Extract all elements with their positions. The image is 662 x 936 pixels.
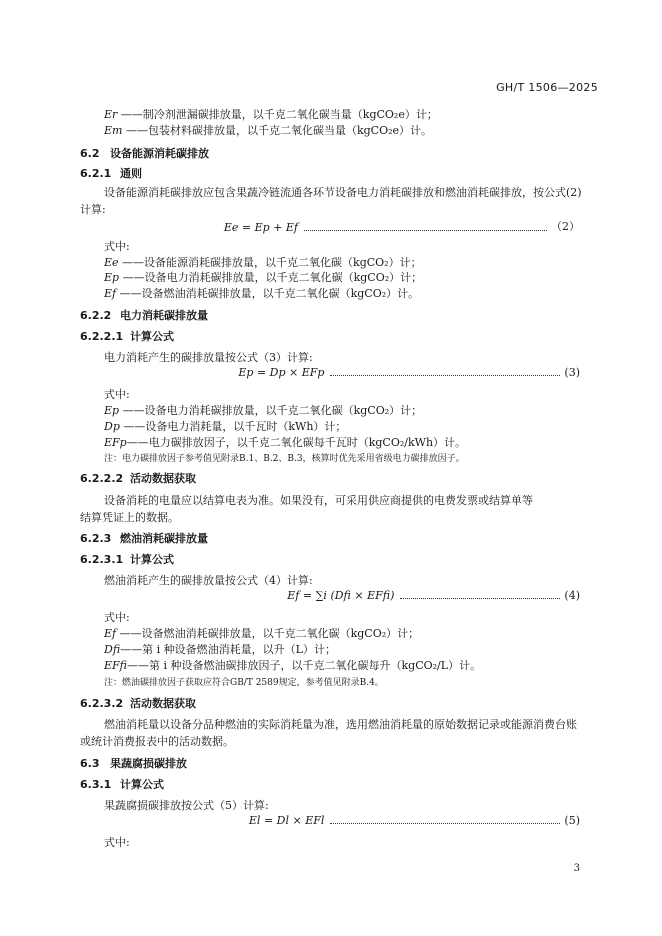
section-number: 6.2.2.1 [80,330,124,343]
section-heading-6-2 [80,147,209,161]
section-heading-6-2-3-1 [80,553,174,567]
definition-text: ——设备燃油消耗碳排放量，以千克二氧化碳（kgCO₂）计。 [116,287,420,300]
section-heading-6-2-2 [80,309,208,323]
section-title: 计算公式 [130,553,174,566]
definition-dp [104,420,346,434]
variable: Ef [104,627,117,640]
where-label: 式中: [104,240,130,253]
section-heading-6-2-1 [80,167,142,181]
section-number: 6.2.3.2 [80,697,124,710]
equation-2 [224,218,580,234]
definition-dfi [104,643,336,657]
section-heading-6-3 [80,757,187,771]
equation-formula: Ep = Dp × EFp [238,366,325,379]
paragraph: 结算凭证上的数据。 [80,511,179,524]
section-heading-6-2-2-1 [80,330,174,344]
equation-number: (5) [564,814,580,827]
definition-text: ——设备电力消耗量，以千瓦时（kWh）计； [119,420,347,433]
section-number: 6.2.1 [80,167,112,180]
paragraph: 设备能源消耗碳排放应包含果蔬冷链流通各环节设备电力消耗碳排放和燃油消耗碳排放，按公式(2) [104,186,582,199]
variable: Ep [104,404,120,417]
section-title: 燃油消耗碳排放量 [120,532,208,545]
section-title: 通则 [120,167,142,180]
variable: Dp [104,420,120,433]
leader-dots [304,230,547,231]
section-title: 活动数据获取 [130,472,196,485]
definition-ef [104,627,419,641]
equation-formula: Ef = ∑i (Dfi × EFfi) [287,589,395,602]
equation-number: (4) [564,589,580,602]
section-title: 电力消耗碳排放量 [120,309,208,322]
section-number: 6.2 [80,147,100,160]
section-heading-6-2-3-2 [80,697,196,711]
variable: Dfi [104,643,121,656]
section-heading-6-2-2-2 [80,472,196,486]
variable: Em [104,124,123,137]
definition-text: ——设备能源消耗碳排放量，以千克二氧化碳（kgCO₂）计； [118,256,422,269]
page-number: 3 [573,863,580,874]
paragraph: 设备消耗的电量应以结算电表为准。如果没有，可采用供应商提供的电费发票或结算单等 [104,494,533,507]
definition-ef [104,287,419,301]
equation-4 [287,589,580,602]
variable: EFfi [104,659,127,672]
paragraph: 燃油消耗产生的碳排放量按公式（4）计算: [104,574,313,587]
definition-text: ——电力碳排放因子，以千克二氧化碳每千瓦时（kgCO₂/kWh）计。 [126,436,467,449]
section-number: 6.2.2.2 [80,472,124,485]
paragraph: 或统计消费报表中的活动数据。 [80,735,234,748]
leader-dots [330,823,560,824]
section-title: 计算公式 [130,330,174,343]
definition-text: ——制冷剂泄漏碳排放量，以千克二氧化碳当量（kgCO₂e）计； [117,108,438,121]
definition-text: ——第 i 种设备燃油碳排放因子，以千克二氧化碳每升（kgCO₂/L）计。 [127,659,482,672]
leader-dots [400,598,560,599]
definition-text: ——设备电力消耗碳排放量，以千克二氧化碳（kgCO₂）计； [119,404,423,417]
note: 注：燃油碳排放因子获取应符合GB/T 2589规定，参考值见附录B.4。 [104,678,384,688]
definition-em [104,124,432,138]
section-number: 6.2.2 [80,309,112,322]
equation-formula: Ee = Ep + Ef [223,221,298,234]
where-label: 式中: [104,836,130,849]
definition-ep [104,271,422,285]
section-heading-6-3-1 [80,778,164,792]
leader-dots [330,375,560,376]
equation-number: （2） [551,220,580,233]
equation-5 [249,814,580,827]
section-heading-6-2-3 [80,532,208,546]
definition-effi [104,659,481,673]
equation-3 [238,366,580,379]
variable: EFp [104,436,127,449]
section-title: 计算公式 [120,778,164,791]
definition-er [104,108,438,122]
section-number: 6.2.3.1 [80,553,124,566]
definition-ep [104,404,422,418]
section-number: 6.2.3 [80,532,112,545]
paragraph: 电力消耗产生的碳排放量按公式（3）计算: [104,351,313,364]
variable: Ee [104,256,119,269]
section-title: 果蔬腐损碳排放 [110,757,187,770]
definition-text: ——设备电力消耗碳排放量，以千克二氧化碳（kgCO₂）计； [119,271,423,284]
section-title: 设备能源消耗碳排放 [110,147,209,160]
paragraph: 果蔬腐损碳排放按公式（5）计算: [104,799,269,812]
paragraph: 计算: [80,203,106,216]
section-number: 6.3.1 [80,778,112,791]
doc-number: GH/T 1506—2025 [496,81,598,94]
where-label: 式中: [104,388,130,401]
definition-text: ——第 i 种设备燃油消耗量，以升（L）计； [120,643,336,656]
section-title: 活动数据获取 [130,697,196,710]
definition-text: ——设备燃油消耗碳排放量，以千克二氧化碳（kgCO₂）计； [116,627,420,640]
note: 注：电力碳排放因子参考值见附录B.1、B.2、B.3，核算时优先采用省级电力碳排放因子。 [104,454,465,464]
variable: Ef [104,287,117,300]
where-label: 式中: [104,611,130,624]
paragraph: 燃油消耗量以设备分品种燃油的实际消耗量为准，选用燃油消耗量的原始数据记录或能源消费台账 [104,718,577,731]
equation-formula: El = Dl × EFl [248,814,325,827]
variable: Ep [104,271,120,284]
equation-number: (3) [564,366,580,379]
section-number: 6.3 [80,757,100,770]
variable: Er [104,108,118,121]
definition-efp [104,436,466,450]
definition-text: ——包装材料碳排放量，以千克二氧化碳当量（kgCO₂e）计。 [122,124,433,137]
definition-ee [104,256,422,270]
